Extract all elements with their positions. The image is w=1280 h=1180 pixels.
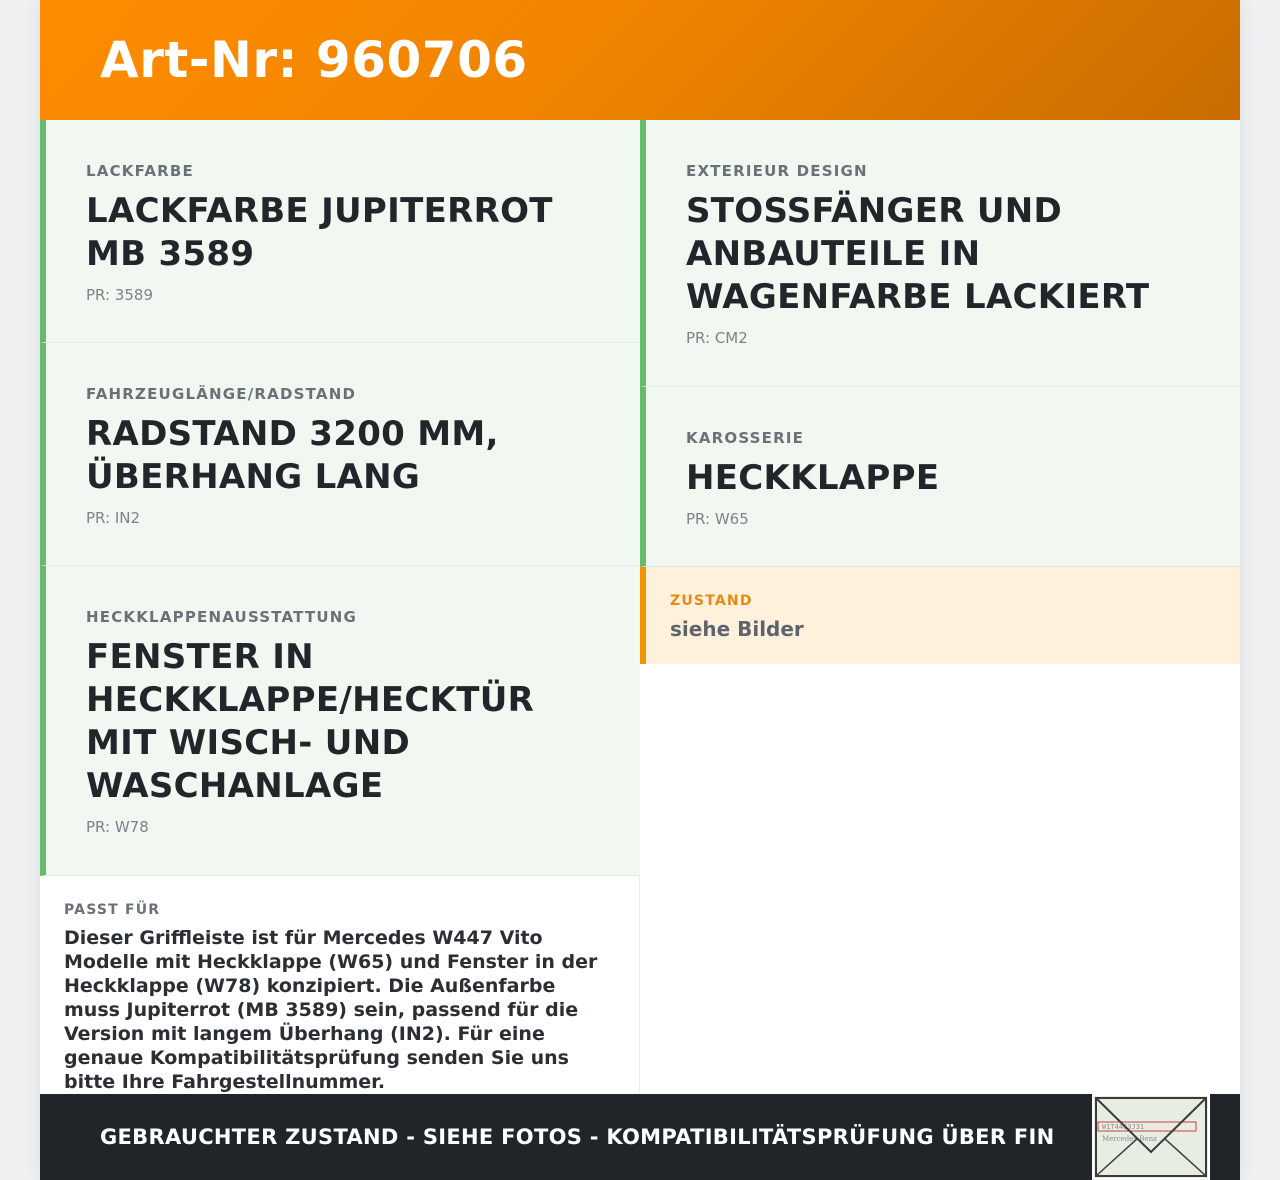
spec-card-lackfarbe bbox=[40, 120, 640, 343]
spec-label: HECKKLAPPENAUSSTATTUNG bbox=[86, 608, 358, 627]
spec-card-heckklappenausstattung bbox=[40, 566, 640, 876]
condition-box bbox=[640, 567, 1240, 664]
article-number-title: Art-Nr: 960706 bbox=[100, 31, 528, 89]
thumbnail-brand-text: Mercedes-Benz bbox=[1102, 1135, 1157, 1143]
spec-code: PR: IN2 bbox=[86, 508, 141, 527]
compatibility-label: PASST FÜR bbox=[64, 902, 161, 919]
product-sheet bbox=[40, 0, 1240, 1180]
spec-value: HECKKLAPPE bbox=[686, 458, 940, 498]
spec-label: EXTERIEUR DESIGN bbox=[686, 162, 868, 180]
right-column bbox=[640, 120, 1240, 1094]
spec-grid bbox=[40, 120, 1240, 1094]
condition-label: ZUSTAND bbox=[670, 593, 753, 609]
spec-card-radstand bbox=[40, 343, 640, 567]
thumbnail-vin-text: W1T4463J31 bbox=[1102, 1123, 1145, 1131]
spec-value: STOSSFÄNGER UND ANBAUTEILE IN WAGENFARBE LACKIERT bbox=[686, 191, 1150, 317]
spec-card-karosserie bbox=[640, 387, 1240, 567]
compatibility-text: Dieser Griffleiste ist für Mercedes W447 Vito Modelle mit Heckklappe (W65) und Fenster in der Heckklappe (W78) konzipiert. Die Außenfarbe muss Jupiterrot (MB 3589) sein, passend für die Version mit langem Überhang (IN2). Für eine genaue Kompatibilitätsprüfung senden Sie uns bitte Ihre Fahrgestellnummer. bbox=[64, 927, 598, 1094]
compatibility-section bbox=[40, 876, 640, 1094]
spec-label: KAROSSERIE bbox=[686, 429, 805, 447]
spec-label: LACKFARBE bbox=[86, 162, 194, 180]
left-column bbox=[40, 120, 640, 1094]
spec-value: RADSTAND 3200 MM, ÜBERHANG LANG bbox=[86, 413, 499, 497]
footer-bar bbox=[40, 1094, 1240, 1180]
footer-text: GEBRAUCHTER ZUSTAND - SIEHE FOTOS - KOMPATIBILITÄTSPRÜFUNG ÜBER FIN bbox=[100, 1125, 1055, 1149]
spec-card-exterieur bbox=[640, 120, 1240, 387]
envelope-icon bbox=[1094, 1096, 1208, 1178]
spec-value: LACKFARBE JUPITERROT MB 3589 bbox=[86, 191, 553, 274]
spec-label: FAHRZEUGLÄNGE/RADSTAND bbox=[86, 384, 357, 403]
header-bar bbox=[40, 0, 1240, 120]
spec-code: PR: W65 bbox=[686, 510, 749, 528]
condition-value: siehe Bilder bbox=[670, 617, 804, 641]
spec-code: PR: W78 bbox=[86, 818, 149, 837]
spec-value: FENSTER IN HECKKLAPPE/HECKTÜR MIT WISCH- UND WASCHANLAGE bbox=[86, 637, 535, 807]
vin-label-thumbnail[interactable] bbox=[1092, 1094, 1210, 1180]
spec-code: PR: CM2 bbox=[686, 329, 748, 347]
spec-code: PR: 3589 bbox=[86, 286, 154, 304]
